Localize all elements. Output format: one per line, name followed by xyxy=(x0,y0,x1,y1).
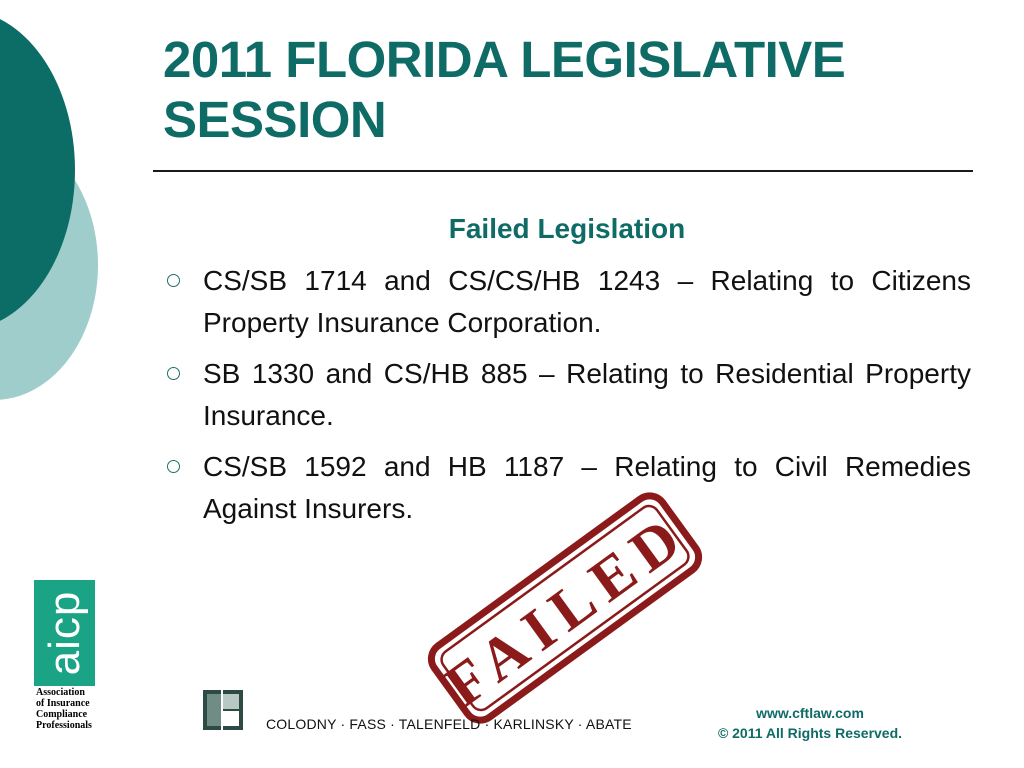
aicp-wordmark: aicp xyxy=(40,590,89,676)
bullet-text: CS/SB 1592 and HB 1187 – Relating to Civil Remedies Against Insurers. xyxy=(203,451,971,524)
aicp-caption xyxy=(36,687,106,731)
bullet-circle-icon xyxy=(167,460,180,473)
stamp-text: FAILED xyxy=(432,499,700,720)
bullet-item xyxy=(165,446,971,530)
bullet-text: CS/SB 1714 and CS/CS/HB 1243 – Relating to Citizens Property Insurance Corporation. xyxy=(203,265,971,338)
aicp-caption-line: Professionals xyxy=(36,720,92,731)
slide-title: 2011 FLORIDA LEGISLATIVE SESSION xyxy=(163,31,846,148)
bullet-circle-icon xyxy=(167,367,180,380)
aicp-logo xyxy=(34,580,95,686)
footer-copyright: © 2011 All Rights Reserved. xyxy=(717,725,903,741)
footer-info xyxy=(700,703,920,743)
aicp-caption-line: of Insurance xyxy=(36,698,90,709)
aicp-caption-line: Compliance xyxy=(36,709,88,720)
footer-url[interactable]: www.cftlaw.com xyxy=(756,705,864,721)
bullet-circle-icon xyxy=(167,274,180,287)
aicp-caption-line: Association xyxy=(36,687,85,698)
bullet-item xyxy=(165,260,971,344)
firm-logo-mark xyxy=(203,690,243,730)
bullet-list xyxy=(165,260,971,539)
bullet-text: SB 1330 and CS/HB 885 – Relating to Residential Property Insurance. xyxy=(203,358,971,431)
bullet-item xyxy=(165,353,971,437)
title-divider xyxy=(153,170,973,172)
firm-name: COLODNY · FASS · TALENFELD · KARLINSKY · ABATE xyxy=(266,716,632,732)
slide-subtitle: Failed Legislation xyxy=(448,213,686,244)
